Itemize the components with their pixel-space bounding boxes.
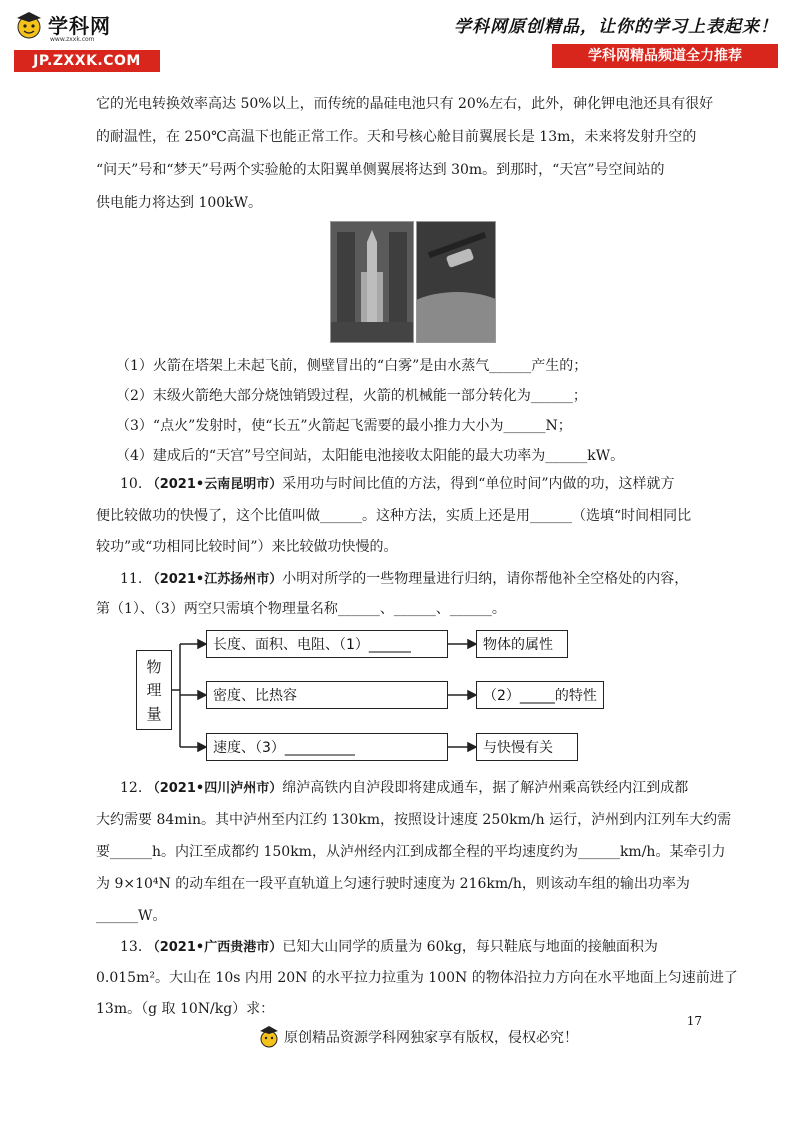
q11-text: 小明对所学的一些物理量进行归纳，请你帮他补全空格处的内容， bbox=[282, 571, 689, 587]
header-slogan: 学科网原创精品，让你的学习上表起来！ bbox=[454, 17, 778, 37]
q12-text: 绵泸高铁内自泸段即将建成通车，据了解泸州乘高铁经内江到成都 bbox=[282, 780, 689, 796]
diagram-row1-right: 物体的属性 bbox=[476, 630, 568, 658]
logo-sub: www.zxxk.com bbox=[50, 36, 95, 43]
passage-line: “问天”号和“梦天”号两个实验舱的太阳翼单侧翼展将达到 30m。到那时，“天宫”号空间站的 bbox=[96, 162, 665, 178]
diagram-row2-right: （2）_____的特性 bbox=[476, 681, 604, 709]
passage-line: 供电能力将达到 100kW。 bbox=[96, 195, 263, 211]
root-char: 量 bbox=[146, 704, 162, 723]
q10-line-3: 较功”或“功相同比较时间”）来比较做功快慢的。 bbox=[96, 539, 398, 555]
q11-line-2: 第（1）、（3）两空只需填个物理量名称______、______、______。 bbox=[96, 601, 506, 617]
diagram-row3-left: 速度、（3）__________ bbox=[206, 733, 448, 761]
root-char: 理 bbox=[146, 681, 162, 700]
footer bbox=[258, 1025, 578, 1049]
q12-line-3: 要______h。内江至成都约 150km，从泸州经内江到成都全程的平均速度约为______km/h。某牵引力 bbox=[96, 844, 726, 860]
q9-sub-4: （4）建成后的“天宫”号空间站，太阳能电池接收太阳能的最大功率为______kW。 bbox=[116, 448, 625, 464]
q12-line-5: ______W。 bbox=[96, 908, 167, 924]
q12-line-2: 大约需要 84min。其中泸州至内江约 130km，按照设计速度 250km/h 运行，泸州到内江列车大约需 bbox=[96, 812, 732, 828]
q12-number: 12. bbox=[120, 780, 143, 796]
q13-source: （2021•广西贵港市） bbox=[146, 940, 283, 955]
diagram-row3-right: 与快慢有关 bbox=[476, 733, 578, 761]
diagram-row2-left: 密度、比热容 bbox=[206, 681, 448, 709]
logo-name: 学科网 bbox=[48, 14, 111, 38]
mascot-icon bbox=[258, 1025, 280, 1049]
q13-line-2: 0.015m²。大山在 10s 内用 20N 的水平拉力拉重为 100N 的物体沿拉力方向在水平地面上匀速前进了 bbox=[96, 970, 738, 986]
q10-number: 10. bbox=[120, 476, 143, 492]
q11-source: （2021•江苏扬州市） bbox=[146, 572, 283, 587]
q10-line-2: 便比较做功的快慢了，这个比值叫做______。这种方法，实质上还是用______（选填“时间相同比 bbox=[96, 508, 692, 524]
q11-number: 11. bbox=[120, 571, 143, 587]
q13-line-1 bbox=[120, 937, 658, 958]
q12-line-4: 为 9×10⁴N 的动车组在一段平直轨道上匀速行驶时速度为 216km/h，则该动车组的输出功率为 bbox=[96, 876, 690, 892]
q9-sub-2: （2）末级火箭绝大部分烧蚀销毁过程，火箭的机械能一部分转化为______； bbox=[116, 388, 587, 404]
q10-source: （2021•云南昆明市） bbox=[146, 477, 283, 492]
q13-line-3: 13m。（g 取 10N/kg）求： bbox=[96, 1001, 275, 1017]
q12-line-1 bbox=[120, 778, 688, 799]
q9-sub-3: （3）“点火”发射时，使“长五”火箭起飞需要的最小推力大小为______N； bbox=[116, 418, 572, 434]
page-number: 17 bbox=[686, 1014, 702, 1028]
header-banner: 学科网精品频道全力推荐 bbox=[552, 44, 778, 68]
q13-text: 已知大山同学的质量为 60kg，每只鞋底与地面的接触面积为 bbox=[282, 939, 658, 955]
footer-text: 原创精品资源学科网独家享有版权，侵权必究！ bbox=[284, 1030, 578, 1046]
passage-line: 的耐温性，在 250℃高温下也能正常工作。天和号核心舱目前翼展长是 13m，未来将发射升空的 bbox=[96, 129, 697, 145]
passage-line: 它的光电转换效率高达 50%以上，而传统的晶硅电池只有 20%左右，此外，砷化钾电池还具有很好 bbox=[96, 96, 714, 112]
root-char: 物 bbox=[146, 658, 162, 677]
q9-sub-1: （1）火箭在塔架上未起飞前，侧壁冒出的“白雾”是由水蒸气______产生的； bbox=[116, 358, 588, 374]
q13-number: 13. bbox=[120, 939, 143, 955]
q10-text: 采用功与时间比值的方法，得到“单位时间”内做的功，这样就方 bbox=[282, 476, 675, 492]
diagram-row1-left: 长度、面积、电阻、（1）______ bbox=[206, 630, 448, 658]
logo-domain: JP.ZXXK.COM bbox=[14, 50, 160, 72]
q12-source: （2021•四川泸州市） bbox=[146, 781, 283, 796]
